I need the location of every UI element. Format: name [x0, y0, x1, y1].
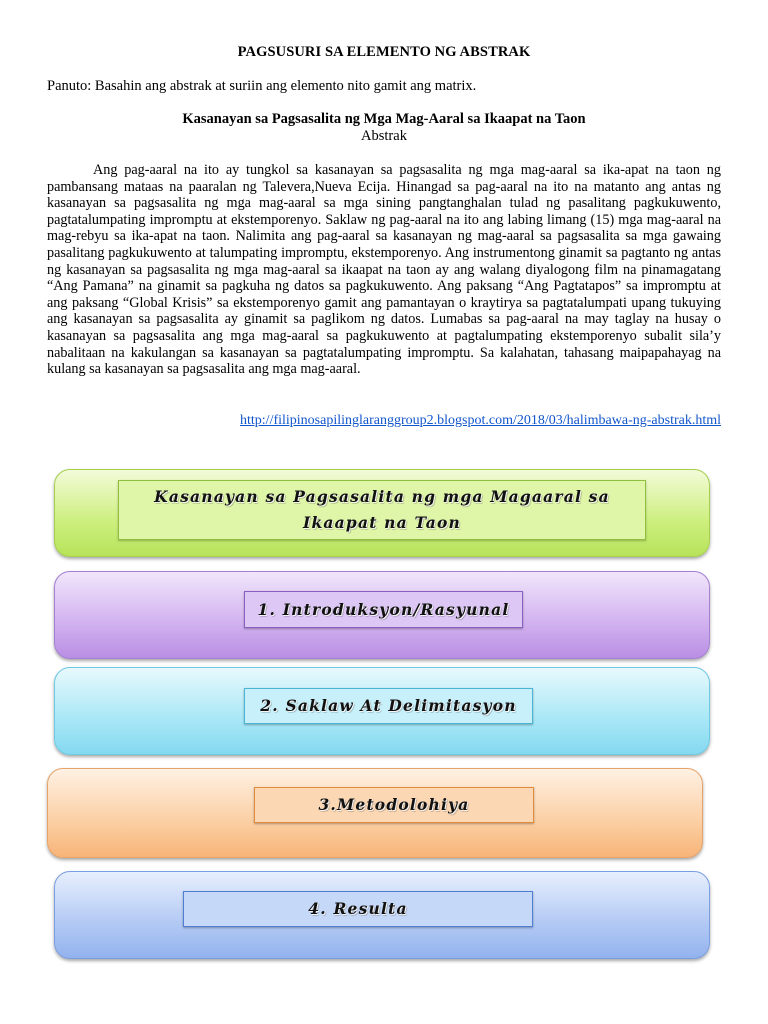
document-title: PAGSUSURI SA ELEMENTO NG ABSTRAK	[237, 44, 531, 60]
element-box-introduksyon[interactable]: 1. Introduksyon/Rasyunal	[244, 591, 523, 628]
source-link[interactable]: http://filipinosapilinglaranggroup2.blogspot.com/2018/03/halimbawa-ng-abstrak.html	[240, 413, 721, 428]
abstract-label: Abstrak	[361, 128, 407, 144]
element-box-saklaw[interactable]: 2. Saklaw At Delimitasyon	[244, 688, 533, 724]
abstract-title: Kasanayan sa Pagsasalita ng Mga Mag-Aaral sa Ikaapat na Taon	[182, 111, 586, 127]
matrix-heading-box[interactable]: Kasanayan sa Pagsasalita ng mga Magaaral sa Ikaapat na Taon	[118, 480, 646, 540]
instruction-text: Panuto: Basahin ang abstrak at suriin ang elemento nito gamit ang matrix.	[47, 78, 477, 94]
abstract-paragraph: Ang pag-aaral na ito ay tungkol sa kasanayan sa pagsasalita ng mga mag-aaral sa ika-apat na taon ng pambansang mataas na paaralan ng Talevera,Nueva Ecija. Hinangad sa pag-aaral na ito na matanto ang antas ng kasanayan sa pagsasalita ng mga mag-aaral sa mga sining pangtanghalan tulad ng pasalitang pagkukuwento, pagtatalumpating impromptu at ekstemporenyo. Saklaw ng pag-aaral na ito ang labing limang (15) mga mag-aaral na mag-rebyu sa ika-apat na taon. Nalimita ang pag-aaral sa kasanayan ng mag-aaral sa pagsasalita sa mga gawaing pasalitang pagkukuwento at talumpating impromptu, ekstemporenyo. Ang instrumentong ginamit sa pagtanto ng antas ng kasanayan sa pagsasalita ng mga mag-aaral sa ikaapat na taon ay ang walang diyalogong film na pinamagatang “Ang Pamana” na ginamit sa pagkuha ng datos sa pagkukuwento. Ang paksang “Ang Pagtatapos” sa impromptu at ang paksang “Global Krisis” sa ekstemporenyo gamit ang pamantayan o kraytirya sa pagtatalumpati upang tukuying ang kasanayan sa pagsasalita ay ginamit sa paglikom ng datos. Lumabas sa pag-aaral na may taglay na husay o kasanayan sa pagsasalita ang mga mag-aaral sa pagkukuwento at pagtalumpating ekstemporenyo subalit sila’y nabalitaan na kakulangan sa kasanayan sa pagtatalumpating impromptu. Sa kalahatan, tahasang maipapahayag na kulang sa kasanayan sa pagsasalita ang mga mag-aaral.	[47, 162, 721, 378]
element-box-metodolohiya[interactable]: 3.Metodolohiya	[254, 787, 534, 823]
element-box-resulta[interactable]: 4. Resulta	[183, 891, 533, 927]
